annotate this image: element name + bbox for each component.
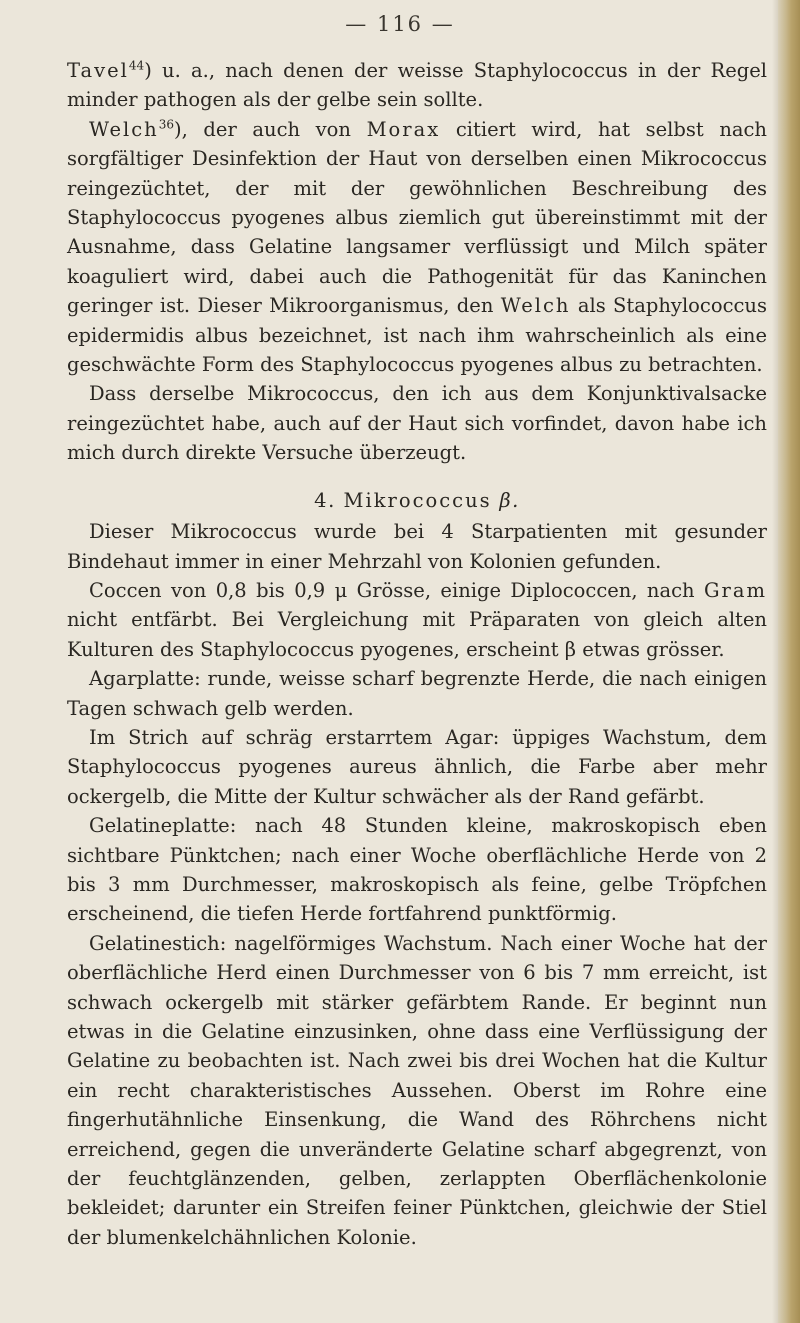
heading-number: 4. — [314, 488, 336, 512]
paragraph-text: ), der auch von — [174, 117, 367, 141]
paragraph-text: citiert wird, hat selbst nach sorgfältiger Desinfektion der Haut von derselben einen Mikrococcus reingezüchtet, der mit der gewöhnlichen Beschreibung des Staphylococcus pyogenes albus ziemlich gut übereinstimmt mit der Ausnahme, dass Gelatine langsamer verflüssigt und Milch später koaguliert wird, dabei auch die Pathogenität für das Kaninchen geringer ist. Dieser Mikroorganismus, den — [67, 117, 767, 318]
heading-title: Mikrococcus — [343, 488, 492, 512]
page-edge-shadow — [772, 0, 778, 1323]
paragraph-text: nicht entfärbt. Bei Vergleichung mit Präparaten von gleich alten Kulturen des Staphylococcus pyogenes, erscheint β etwas grösser. — [67, 608, 767, 661]
page-number: — 116 — — [345, 12, 455, 36]
footnote-ref: 36 — [158, 117, 174, 132]
paragraph-text: als Staphylococcus epidermidis albus bezeichnet, ist nach ihm wahrscheinlich als eine geschwächte Form des Staphylococcus pyogenes albus zu betrachten. — [67, 294, 767, 377]
section-heading — [67, 486, 767, 515]
paragraph — [67, 576, 767, 664]
author-name: Morax — [366, 117, 441, 141]
paragraph: Gelatineplatte: nach 48 Stunden kleine, makroskopisch eben sichtbare Pünktchen; nach einer Woche oberflächliche Herde von 2 bis 3 mm Durchmesser, makroskopisch als feine, gelbe Tröpfchen erscheinend, die tiefen Herde fortfahrend punktförmig. — [67, 814, 767, 926]
author-name: Welch — [500, 294, 571, 318]
paragraph: Agarplatte: runde, weisse scharf begrenzte Herde, die nach einigen Tagen schwach gelb werden. — [67, 667, 767, 720]
footnote-ref: 44 — [128, 58, 145, 73]
paragraph-text: ) u. a., nach denen der weisse Staphylococcus in der Regel minder pathogen als der gelbe sein sollte. — [67, 59, 767, 112]
paragraph: Im Strich auf schräg erstarrtem Agar: üppiges Wachstum, dem Staphylococcus pyogenes aureus ähnlich, die Farbe aber mehr ockergelb, die Mitte der Kultur schwächer als der Rand gefärbt. — [67, 725, 767, 808]
paragraph — [67, 56, 767, 115]
body-text — [67, 56, 767, 1252]
paragraph: Gelatinestich: nagelförmiges Wachstum. Nach einer Woche hat der oberflächliche Herd einen Durchmesser von 6 bis 7 mm erreicht, ist schwach ockergelb mit stärker gefärbtem Rande. Er beginnt nun etwas in die Gelatine einzusinken, ohne dass eine Verflüssigung der Gelatine zu beobachten ist. Nach zwei bis drei Wochen hat die Kultur ein recht charakteristisches Aussehen. Oberst im Rohre eine fingerhutähnliche Einsenkung, die Wand des Röhrchens nicht erreichend, gegen die unveränderte Gelatine scharf abgegrenzt, von der feuchtglänzenden, gelben, zerlappten Oberflächenkolonie bekleidet; darunter ein Streifen feiner Pünktchen, gleichwie der Stiel der blumenkelchähnlichen Kolonie. — [67, 931, 767, 1249]
paragraph: Dass derselbe Mikrococcus, den ich aus dem Konjunktivalsacke reingezüchtet habe, auch auf der Haut sich vorfindet, davon habe ich mich durch direkte Versuche überzeugt. — [67, 382, 767, 465]
author-name: Gram — [703, 578, 767, 602]
author-name: Tavel — [67, 59, 129, 82]
paragraph-text: Coccen von 0,8 bis 0,9 μ Grösse, einige Diplococcen, nach — [89, 578, 704, 602]
page-edge — [778, 0, 800, 1323]
heading-greek: β. — [499, 488, 520, 512]
author-name: Welch — [89, 117, 159, 141]
paragraph — [67, 115, 767, 380]
paragraph: Dieser Mikrococcus wurde bei 4 Starpatienten mit gesunder Bindehaut immer in einer Mehrzahl von Kolonien gefunden. — [67, 520, 767, 573]
